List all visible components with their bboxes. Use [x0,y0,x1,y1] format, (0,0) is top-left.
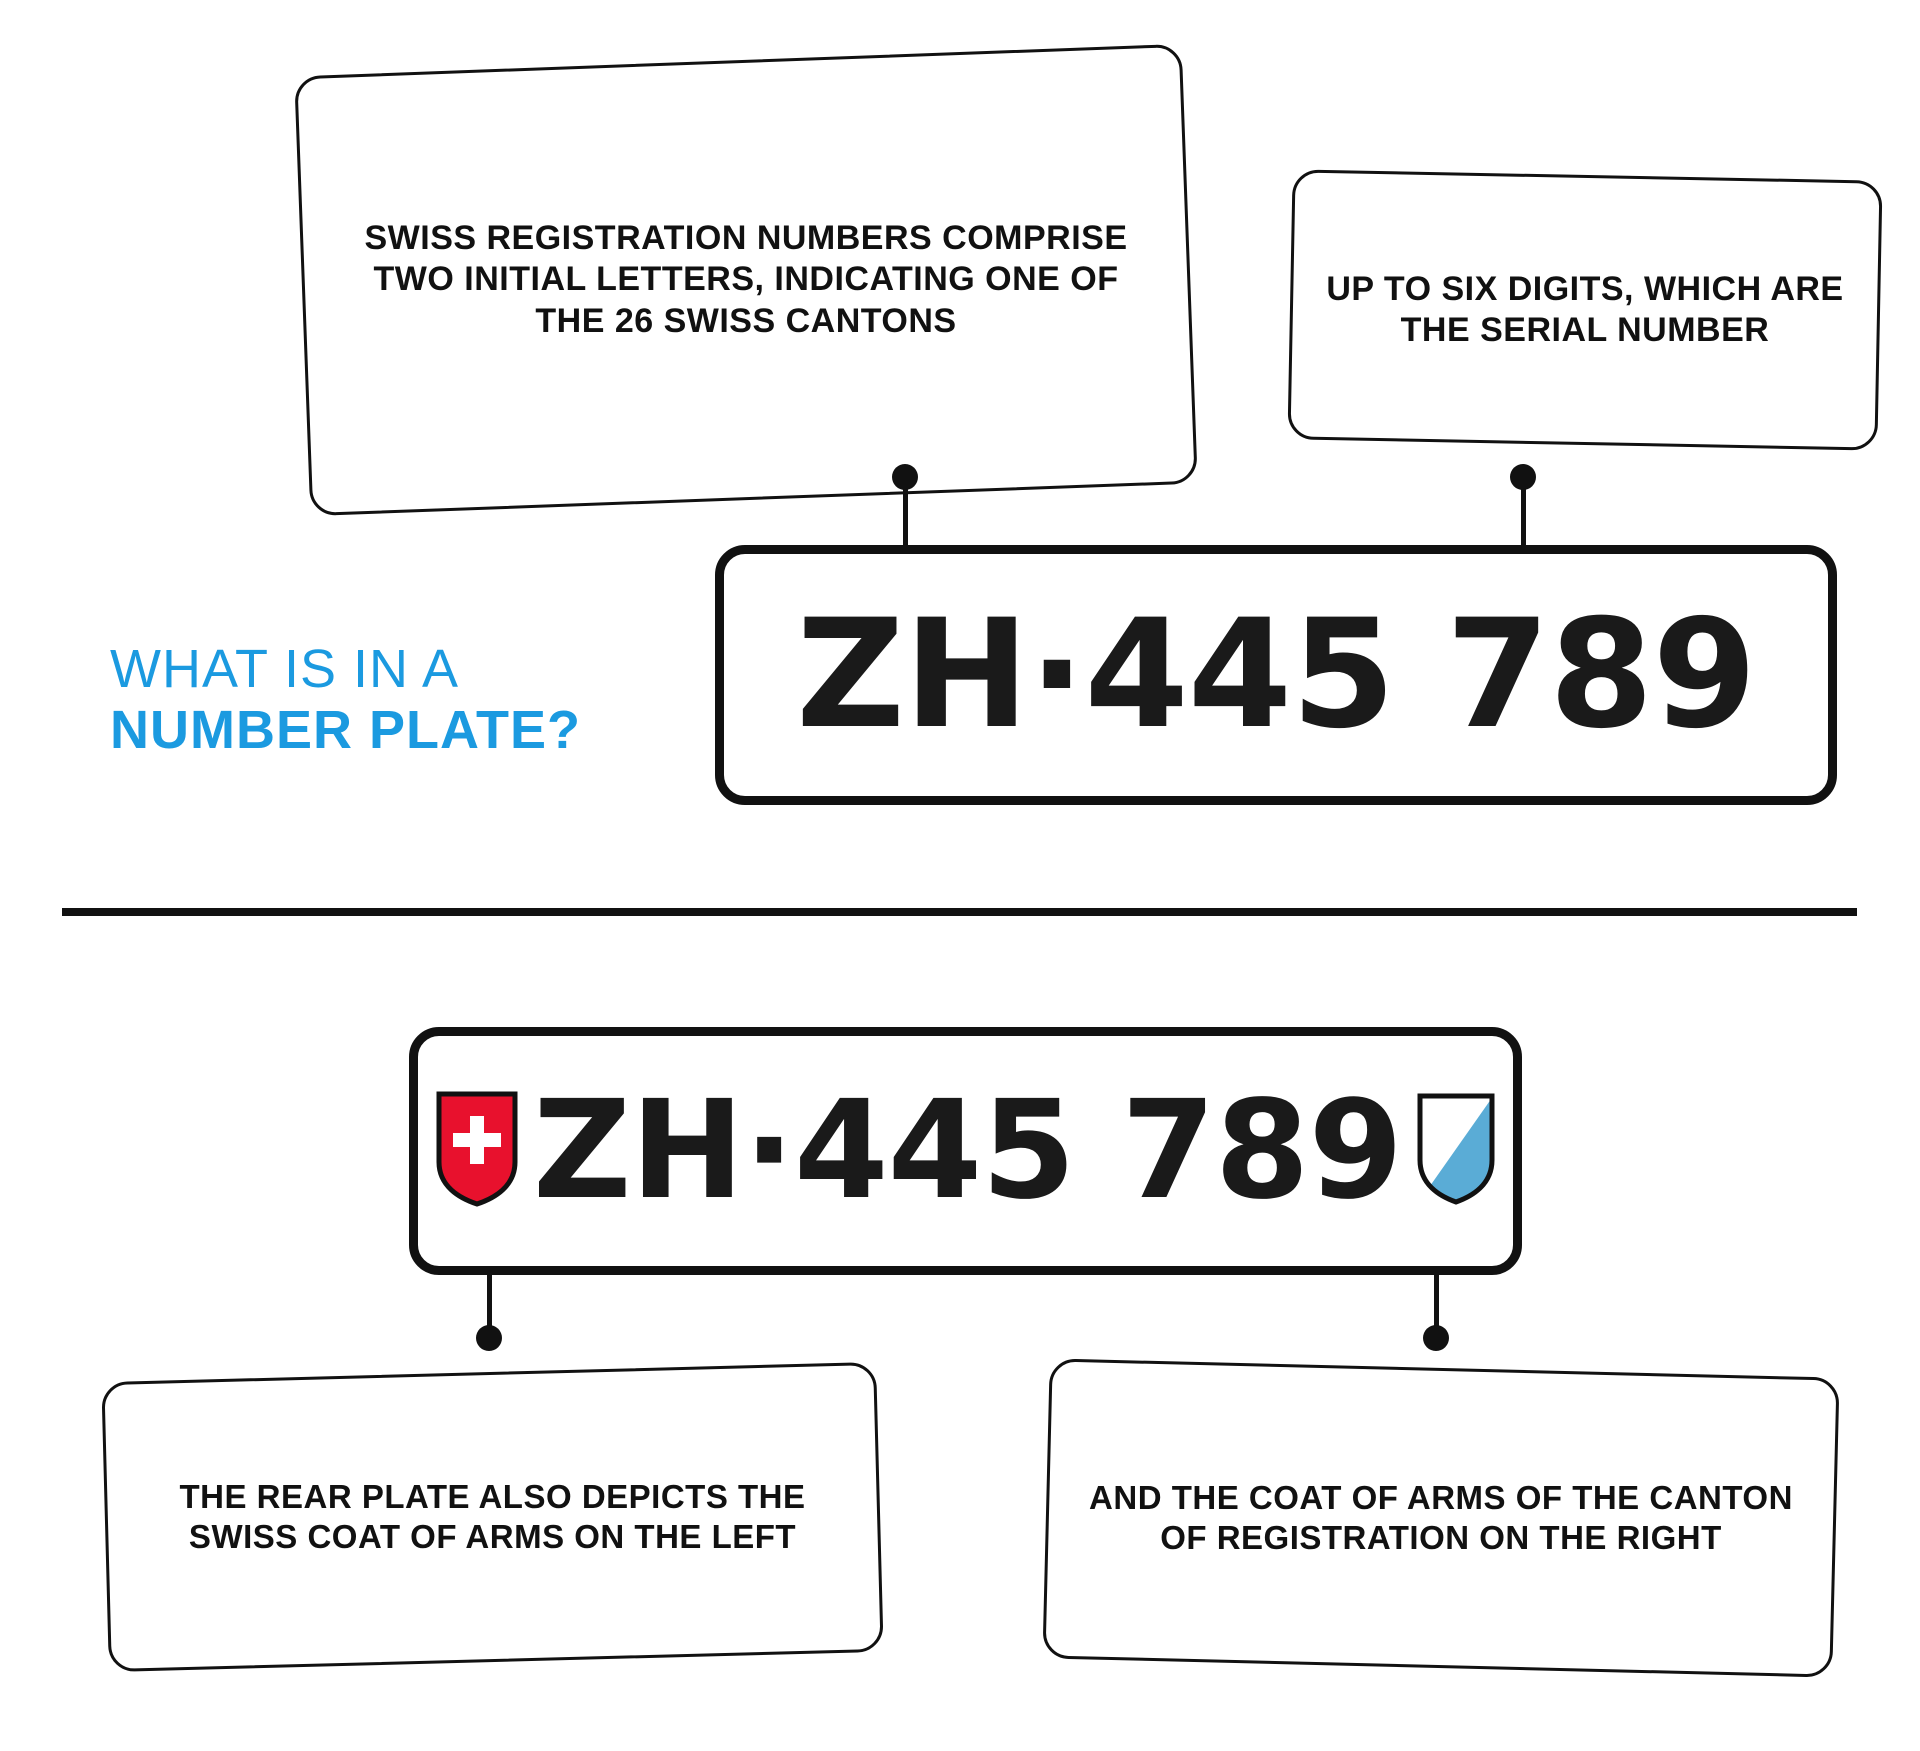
callout-swiss-coat-of-arms [101,1362,883,1672]
callout-serial-digits-text: UP TO SIX DIGITS, WHICH ARE THE SERIAL NUMBER [1326,269,1844,349]
rear-plate-text: ZH·445 789 [532,1072,1403,1230]
zurich-canton-coat-of-arms-icon [1416,1092,1496,1211]
section-divider [62,908,1857,916]
leader-dot-letters [892,464,918,490]
callout-initial-letters-text: SWISS REGISTRATION NUMBERS COMPRISE TWO INITIAL LETTERS, INDICATING ONE OF THE 26 SWISS CANTONS [364,218,1128,340]
callout-swiss-coat-of-arms-text: THE REAR PLATE ALSO DEPICTS THE SWISS COAT OF ARMS ON THE LEFT [179,1477,806,1555]
page-title-line-1: WHAT IS IN A [110,639,460,699]
swiss-coat-of-arms-icon [435,1090,519,1213]
leader-dot-canton-arms [1423,1325,1449,1351]
front-plate-text: ZH·445 789 [796,588,1756,762]
page-title-line-2: NUMBER PLATE? [110,700,581,761]
callout-canton-coat-of-arms-text: AND THE COAT OF ARMS OF THE CANTON OF REGISTRATION ON THE RIGHT [1089,1478,1793,1556]
page-title [110,640,670,761]
leader-dot-swiss-arms [476,1325,502,1351]
callout-canton-coat-of-arms [1042,1358,1839,1677]
leader-dot-digits [1510,464,1536,490]
callout-initial-letters [294,44,1198,516]
callout-serial-digits [1287,169,1882,450]
rear-number-plate [409,1027,1522,1275]
front-number-plate [715,545,1837,805]
